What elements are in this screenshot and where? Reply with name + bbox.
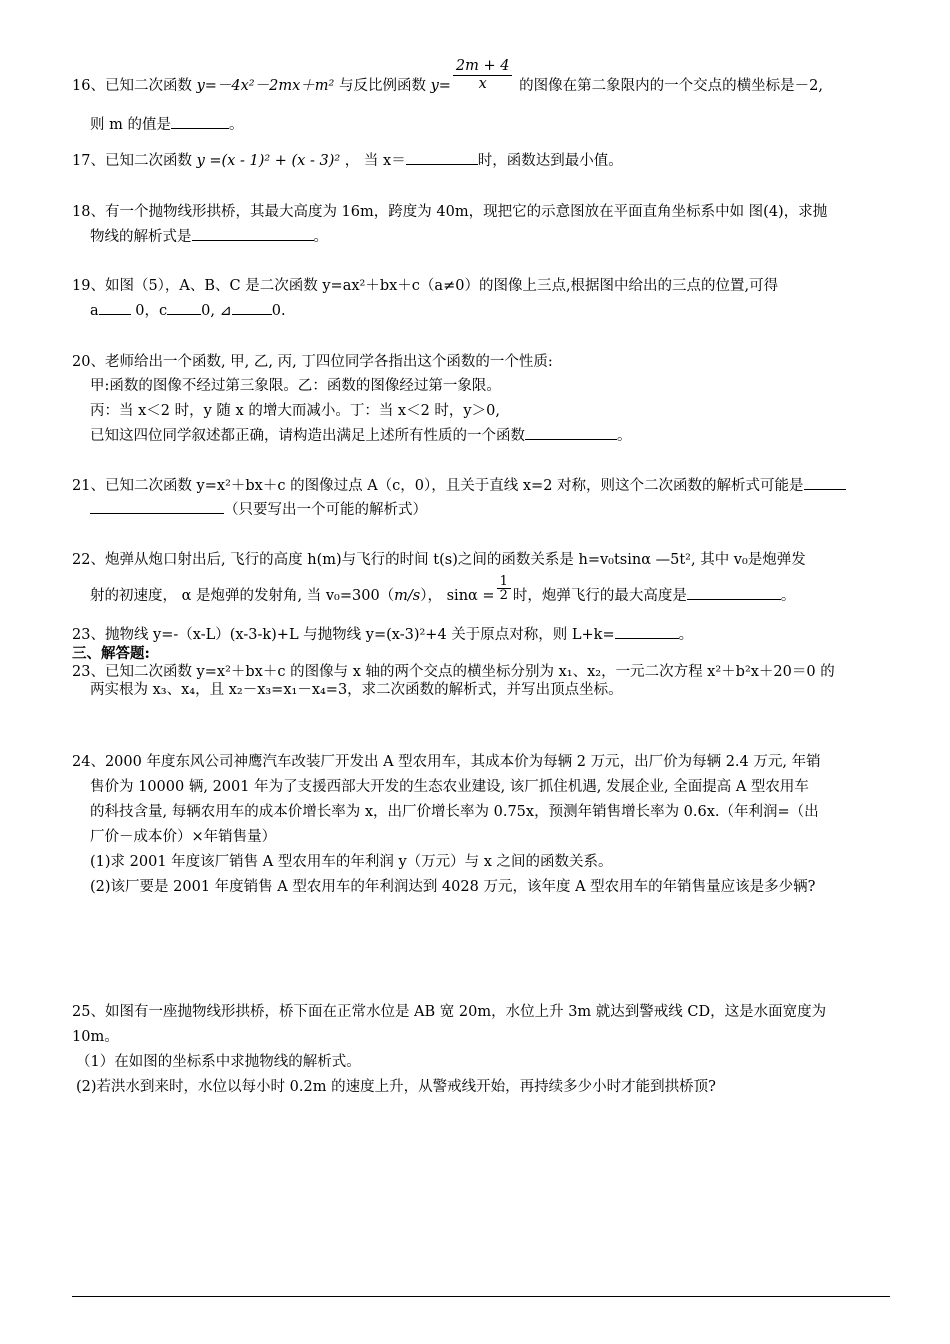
q19-line1: 19、如图（5），A、B、C 是二次函数 y=ax²＋bx＋c（a≠0）的图像上三点,根据图中给出的三点的位置,可得 [72,278,779,294]
q22-fraction-denominator: 2 [499,587,508,603]
q18-answer-blank[interactable] [192,226,314,241]
q19-text-2: 0, ⊿ [201,303,232,319]
q22-fraction-numerator: 1 [497,575,511,589]
q17-text: 17、已知二次函数 [72,153,197,169]
q16-quadratic: y=－4x²－2mx＋m² [196,78,335,94]
q23a-answer-blank[interactable] [615,624,679,639]
q19-a: a [90,303,99,319]
q17-line [72,150,623,171]
q17-answer-blank[interactable] [406,150,478,165]
q16-line1 [72,57,823,96]
q24-line4: 厂价－成本价）×年销售量） [90,829,277,845]
q23a-end: 。 [678,627,694,643]
q20-answer-blank[interactable] [525,425,617,440]
q18-text-2: 物线的解析式是 [90,229,192,245]
q19-blank-c[interactable] [167,300,201,315]
q24-line3: 的科技含量, 每辆农用车的成本价增长率为 x，出厂价增长率为 0.75x，预测年销售增长率为 0.6x.（年利润=（出 [90,804,819,820]
q20-line4 [90,425,632,446]
q16-text-post: 的图像在第二象限内的一个交点的横坐标是－2, [514,78,823,94]
q17-text-post: 时，函数达到最小值。 [477,153,623,169]
q23b-line2: 两实根为 x₃、x₄，且 x₂－x₃=x₁－x₄=3，求二次函数的解析式，并写出顶点坐标。 [90,682,623,698]
q22-line2 [90,573,796,606]
q16-text-2: 则 m 的值是 [90,117,171,133]
q23a-text: 23、抛物线 y=-（x-L）(x-3-k)+L 与抛物线 y=(x-3)²+4 关于原点对称，则 L+k= [72,627,615,643]
q22-end: 。 [780,588,796,604]
section-heading: 三、解答题: [72,645,150,662]
q16-inverse-lhs: y= [430,78,451,94]
footer-rule [72,1296,890,1297]
q22-answer-blank[interactable] [687,585,781,600]
q22-unit: m/s [394,588,421,604]
q22-line1: 22、炮弹从炮口射出后, 飞行的高度 h(m)与飞行的时间 t(s)之间的函数关系是 h=v₀tsinα —5t², 其中 v₀是炮弹发 [72,552,806,568]
q19-line2 [90,300,286,321]
q18-line1: 18、有一个抛物线形拱桥，其最大高度为 16m，跨度为 40m，现把它的示意图放在平面直角坐标系中如 图(4)，求抛 [72,204,828,220]
q19-text-3: 0. [271,303,286,319]
q21-answer-blank-1[interactable] [804,475,846,490]
q24-line2: 售价为 10000 辆, 2001 年为了支援西部大开发的生态农业建设, 该厂抓住机遇, 发展企业, 全面提高 A 型农用车 [90,779,809,795]
q16-fraction-denominator: x [478,75,487,92]
q21-line1 [72,475,846,496]
q25-part1: （1）在如图的坐标系中求抛物线的解析式。 [76,1054,361,1070]
q21-line2 [90,499,427,520]
q25-line2: 10m。 [72,1029,119,1045]
q22-text-b: ）， sinα = [420,588,495,604]
q20-line2: 甲:函数的图像不经过第三象限。乙：函数的图像经过第一象限。 [90,378,501,394]
q25-part2: (2)若洪水到来时，水位以每小时 0.2m 的速度上升，从警戒线开始，再持续多少小时才能到拱桥顶? [76,1079,716,1095]
q24-line1: 24、2000 年度东风公司神鹰汽车改装厂开发出 A 型农用车，其成本价为每辆 2 万元，出厂价为每辆 2.4 万元, 年销 [72,754,821,770]
q19-text-1: 0，c [130,303,168,319]
q19-blank-a[interactable] [99,300,131,315]
q23a-line [72,624,693,645]
q20-text-4: 已知这四位同学叙述都正确，请构造出满足上述所有性质的一个函数 [90,428,525,444]
q22-text-c: 时，炮弹飞行的最大高度是 [512,588,687,604]
q24-part1: (1)求 2001 年度该厂销售 A 型农用车的年利润 y（万元）与 x 之间的函数关系。 [90,854,613,870]
q21-end: （只要写出一个可能的解析式） [224,502,427,518]
q22-text-a: 射的初速度， α 是炮弹的发射角, 当 v₀=300（ [90,588,395,604]
q16-text: 16、已知二次函数 [72,78,197,94]
q21-text: 21、已知二次函数 y=x²＋bx＋c 的图像过点 A（c，0），且关于直线 x=2 对称，则这个二次函数的解析式可能是 [72,478,804,494]
q20-line1: 20、老师给出一个函数, 甲, 乙, 丙, 丁四位同学各指出这个函数的一个性质: [72,354,553,370]
q25-line1: 25、如图有一座抛物线形拱桥，桥下面在正常水位是 AB 宽 20m，水位上升 3m 就达到警戒线 CD，这是水面宽度为 [72,1004,827,1020]
q19-blank-delta[interactable] [232,300,272,315]
q17-text-mid: ， 当 x＝ [340,153,406,169]
q24-part2: (2)该厂要是 2001 年度销售 A 型农用车的年利润达到 4028 万元，该年度 A 型农用车的年销售量应该是多少辆? [90,879,816,895]
q18-line2 [90,226,328,247]
q21-answer-blank-2[interactable] [90,499,224,514]
q16-fraction-numerator: 2m + 4 [453,58,513,76]
q20-end: 。 [617,428,632,444]
q16-text-mid: 与反比例函数 [334,78,431,94]
q16-line2 [90,114,243,135]
q16-answer-blank[interactable] [171,114,229,129]
q20-line3: 丙：当 x＜2 时，y 随 x 的增大而减小。丁：当 x＜2 时，y＞0, [90,403,500,419]
q23b-line1: 23、已知二次函数 y=x²＋bx＋c 的图像与 x 轴的两个交点的横坐标分别为 x₁、x₂，一元二次方程 x²＋b²x＋20＝0 的 [72,664,835,680]
q18-end: 。 [313,229,328,245]
q16-fraction [453,58,513,93]
q16-end: 。 [228,117,244,133]
q22-fraction [497,575,511,602]
q17-formula: y =(x - 1)² + (x - 3)² [196,153,341,169]
